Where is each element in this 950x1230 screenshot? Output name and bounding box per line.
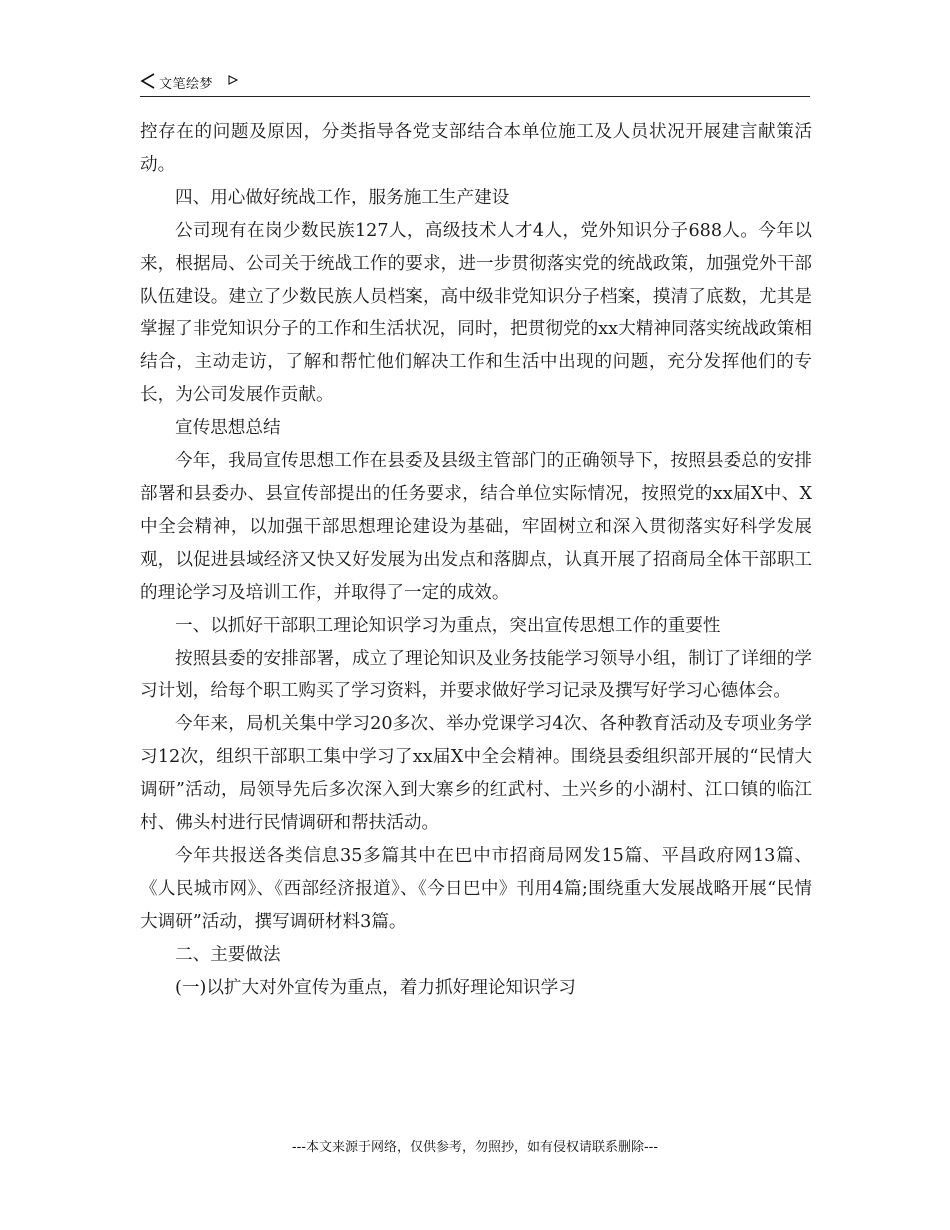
triangle-right-icon	[228, 75, 238, 85]
paragraph: 今年共报送各类信息35多篇其中在巴中市招商局网发15篇、平昌政府网13篇、《人民城市网》、《西部经济报道》、《今日巴中》刊用4篇;围绕重大发展战略开展“民情大调研”活动，撰写调研材料3篇。	[140, 845, 812, 932]
paragraph: 今年来，局机关集中学习20多次、举办党课学习4次、各种教育活动及专项业务学习12次，组织干部职工集中学习了xx届X中全会精神。围绕县委组织部开展的“民情大调研”活动，局领导先后多次深入到大寨乡的红武村、土兴乡的小湖村、江口镇的临江村、佛头村进行民情调研和帮扶活动。	[140, 714, 812, 834]
paragraph: (一)以扩大对外宣传为重点，着力抓好理论知识学习	[175, 977, 576, 998]
paragraph: 控存在的问题及原因，分类指导各党支部结合本单位施工及人员状况开展建言献策活动。	[140, 122, 812, 175]
document-body	[140, 116, 812, 1004]
paragraph: 按照县委的安排部署，成立了理论知识及业务技能学习领导小组，制订了详细的学习计划，给每个职工购买了学习资料，并要求做好学习记录及撰写好学习心德体会。	[140, 648, 812, 702]
footer-disclaimer: ---本文来源于网络，仅供参考，勿照抄，如有侵权请联系删除---	[291, 1140, 659, 1155]
paragraph: 公司现有在岗少数民族127人，高级技术人才4人，党外知识分子688人。今年以来，根据局、公司关于统战工作的要求，进一步贯彻落实党的统战政策，加强党外干部队伍建设。建立了少数民族人员档案，高中级非党知识分子档案，摸清了底数，尤其是掌握了非党知识分子的工作和生活状况，同时，把贯彻党的xx大精神同落实统战政策相结合，主动走访，了解和帮忙他们解决工作和生活中出现的问题，充分发挥他们的专长，为公司发展作贡献。	[140, 220, 812, 406]
triangle-left-icon	[140, 73, 156, 89]
paragraph: 一、以抓好干部职工理论知识学习为重点，突出宣传思想工作的重要性	[175, 615, 721, 636]
page-header	[140, 70, 810, 97]
header-brand: 文笔绘梦	[159, 77, 214, 92]
paragraph: 二、主要做法	[175, 944, 281, 965]
paragraph: 宣传思想总结	[175, 418, 281, 439]
paragraph: 四、用心做好统战工作，服务施工生产建设	[175, 187, 510, 208]
paragraph: 今年，我局宣传思想工作在县委及县级主管部门的正确领导下，按照县委总的安排部署和县委办、县宣传部提出的任务要求，结合单位实际情况，按照党的xx届X中、X中全会精神，以加强干部思想理论建设为基础，牢固树立和深入贯彻落实好科学发展观，以促进县域经济又快又好发展为出发点和落脚点，认真开展了招商局全体干部职工的理论学习及培训工作，并取得了一定的成效。	[140, 451, 812, 603]
